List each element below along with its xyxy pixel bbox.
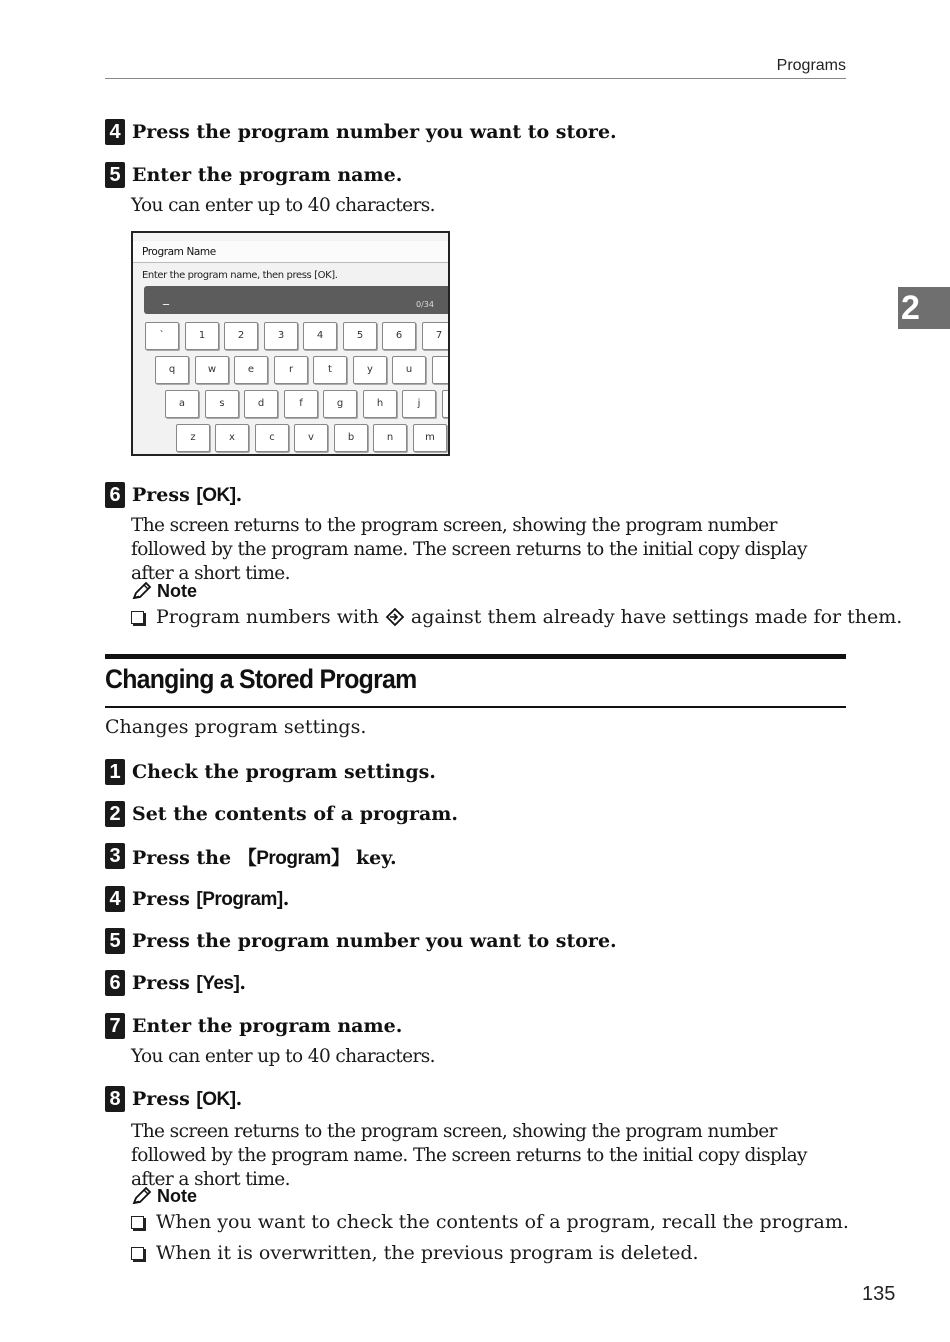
- section-rule-top: [105, 654, 846, 659]
- key[interactable]: `: [145, 322, 179, 350]
- program-name-panel: [131, 231, 450, 456]
- step-8-body: The screen returns to the program screen, showing the program number followed by the program name. The screen returns to the initial copy display after a short time.: [131, 1121, 807, 1190]
- key[interactable]: g: [323, 390, 357, 418]
- note-item: When you want to check the contents of a program, recall the program.: [131, 1210, 849, 1234]
- step-4-top: [105, 118, 617, 146]
- step-number: 8: [105, 1086, 125, 1112]
- step-1: [105, 758, 436, 786]
- step-text: Press the 【Program】 key.: [132, 846, 397, 869]
- key[interactable]: [442, 390, 450, 418]
- section-intro: Changes program settings.: [105, 716, 367, 738]
- note-item: Program numbers with against them already have settings made for them.: [131, 605, 902, 629]
- step-5: [105, 927, 617, 955]
- key[interactable]: 3: [264, 322, 298, 350]
- step-number: 2: [105, 801, 125, 827]
- panel-instruction: Enter the program name, then press [OK].: [142, 270, 338, 281]
- key[interactable]: r: [274, 356, 308, 384]
- step-text: Press [OK].: [132, 1087, 243, 1110]
- key[interactable]: x: [215, 424, 249, 452]
- step-6-top: [105, 481, 242, 509]
- step-text: Press [Program].: [132, 887, 290, 910]
- step-text: Press the program number you want to store.: [132, 121, 617, 143]
- step-text: Set the contents of a program.: [132, 803, 458, 825]
- key[interactable]: a: [165, 390, 199, 418]
- key[interactable]: [432, 356, 450, 384]
- step-6-body: The screen returns to the program screen, showing the program number followed by the program name. The screen returns to the initial copy display after a short time.: [131, 515, 807, 584]
- step-text: Press [OK].: [132, 483, 243, 506]
- step-5-body: You can enter up to 40 characters.: [131, 195, 435, 216]
- key[interactable]: n: [373, 424, 407, 452]
- step-6: [105, 969, 246, 997]
- step-number: 6: [105, 970, 125, 996]
- key[interactable]: q: [155, 356, 189, 384]
- key[interactable]: m: [413, 424, 447, 452]
- section-title: Changing a Stored Program: [105, 664, 417, 694]
- key[interactable]: 4: [303, 322, 337, 350]
- ok-key-label: [OK]: [196, 1088, 236, 1110]
- key[interactable]: f: [284, 390, 318, 418]
- page-number: 135: [862, 1283, 896, 1305]
- step-5-top: [105, 161, 402, 189]
- chapter-tab: 2: [898, 287, 950, 329]
- key[interactable]: b: [334, 424, 368, 452]
- step-number: 3: [105, 843, 125, 869]
- pencil-icon: [131, 581, 153, 601]
- note-heading: Note: [131, 579, 197, 603]
- step-number: 6: [105, 482, 125, 508]
- key[interactable]: v: [294, 424, 328, 452]
- key[interactable]: 2: [224, 322, 258, 350]
- key[interactable]: j: [402, 390, 436, 418]
- step-number: 5: [105, 162, 125, 188]
- key[interactable]: 5: [343, 322, 377, 350]
- step-text: Check the program settings.: [132, 761, 436, 783]
- key[interactable]: s: [205, 390, 239, 418]
- key[interactable]: c: [255, 424, 289, 452]
- text-cursor: _: [163, 291, 169, 305]
- step-number: 5: [105, 928, 125, 954]
- key[interactable]: d: [244, 390, 278, 418]
- program-button-label: [Program]: [196, 888, 283, 910]
- step-text: Press the program number you want to store.: [132, 930, 617, 952]
- key[interactable]: t: [313, 356, 347, 384]
- step-2: [105, 800, 458, 828]
- step-7-body: You can enter up to 40 characters.: [131, 1046, 435, 1067]
- step-8: [105, 1085, 242, 1113]
- key[interactable]: e: [234, 356, 268, 384]
- checkbox-bullet-icon: [131, 1216, 144, 1229]
- step-3: [105, 842, 397, 870]
- key[interactable]: 6: [382, 322, 416, 350]
- running-head: [105, 56, 846, 79]
- section-rule-bottom: [105, 706, 846, 708]
- note-item: When it is overwritten, the previous program is deleted.: [131, 1241, 699, 1265]
- key[interactable]: y: [353, 356, 387, 384]
- step-number: 7: [105, 1013, 125, 1039]
- checkbox-bullet-icon: [131, 1247, 144, 1260]
- step-number: 4: [105, 886, 125, 912]
- ok-key-label: [OK]: [196, 484, 236, 506]
- char-count: 0/34: [416, 300, 434, 309]
- key[interactable]: w: [195, 356, 229, 384]
- running-title: Programs: [776, 57, 846, 74]
- key[interactable]: 7: [422, 322, 450, 350]
- program-name-field[interactable]: [144, 286, 450, 314]
- key[interactable]: 1: [185, 322, 219, 350]
- step-text: Enter the program name.: [132, 1015, 403, 1037]
- step-text: Press [Yes].: [132, 971, 246, 994]
- panel-title: Program Name: [133, 241, 448, 263]
- diamond-arrow-icon: [383, 607, 407, 627]
- program-key-label: 【Program】: [237, 847, 350, 869]
- note-heading: Note: [131, 1184, 197, 1208]
- pencil-icon: [131, 1186, 153, 1206]
- key[interactable]: u: [392, 356, 426, 384]
- step-number: 1: [105, 759, 125, 785]
- step-4: [105, 885, 289, 913]
- checkbox-bullet-icon: [131, 611, 144, 624]
- step-text: Enter the program name.: [132, 164, 403, 186]
- yes-button-label: [Yes]: [196, 972, 240, 994]
- step-7: [105, 1012, 402, 1040]
- key[interactable]: h: [363, 390, 397, 418]
- step-number: 4: [105, 119, 125, 145]
- key[interactable]: z: [176, 424, 210, 452]
